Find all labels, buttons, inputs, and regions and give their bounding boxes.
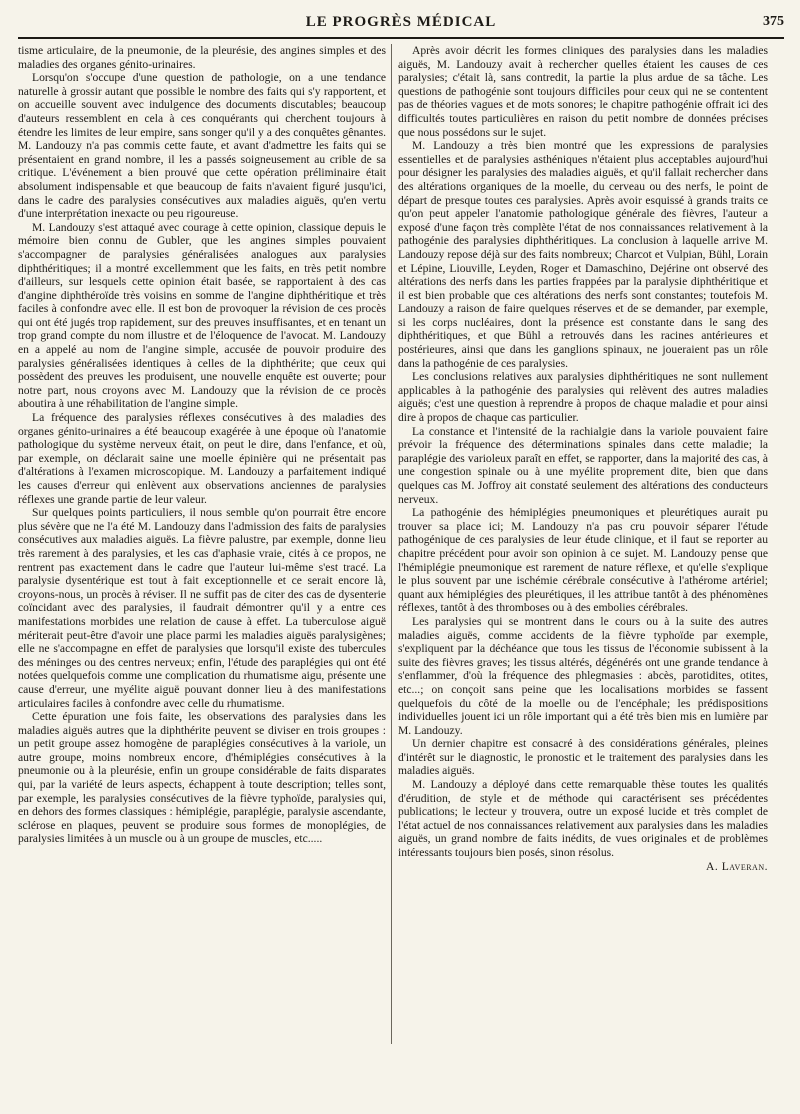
paragraph: Les paralysies qui se montrent dans le cours ou à la suite des autres maladies aiguës, comme accidents de la fièvre typhoïde par exemple, s'expliquent par la déchéance que tous les tissus de l'économie subissent à la suite des fièvres graves; les tissus altérés, dégénérés ont une grande tendance à s'enflammer, d'où la fréquence des phlegmasies : abcès, parotidites, otites, etc...; on conçoit sans peine que les localisations morbides se fassent quelquefois du côté de la moelle ou de l'encéphale; les prédispositions individuelles jouent ici un rôle important qui a été très bien mis en lumière par M. Landouzy.: [398, 614, 768, 737]
paragraph: Les conclusions relatives aux paralysies diphthéritiques ne sont nullement applicables à la pathogénie des paralysies qui relèvent des autres maladies aiguës; c'est une question à reprendre à propos de chaque maladie et pour ainsi dire à propos de chaque cas particulier.: [398, 370, 768, 425]
paragraph: La pathogénie des hémiplégies pneumoniques et pleurétiques aurait pu trouver sa place ici; M. Landouzy n'a pas cru pouvoir séparer l'étude pathogénique de ces paralysies de leur étude clinique, et il faut se reporter au chapitre précédent pour avoir son opinion à ce sujet. M. Landouzy pense que l'hémiplégie pneumonique est rarement de nature réflexe, et qu'elle s'explique le plus souvent par une ischémie cérébrale consécutive à l'athérome artériel; quant aux hémiplégies des pleurétiques, il les attribue tantôt à des phénomènes réflexes, tantôt à des thromboses ou à des embolies cérébrales.: [398, 506, 768, 615]
paragraph: tisme articulaire, de la pneumonie, de la pleurésie, des angines simples et des maladies des organes génito-urinaires.: [18, 44, 386, 71]
paragraph: M. Landouzy a déployé dans cette remarquable thèse toutes les qualités d'érudition, de style et de méthode qui caractérisent ses précédentes publications; le lecteur y trouvera, outre un exposé lucide et très complet de l'état actuel de nos connaissances relativement aux paralysies dans les maladies aiguës, un grand nombre de faits inédits, de vues originales et de problèmes intéressants toujours bien posés, sinon résolus.: [398, 778, 768, 860]
page-header: [18, 14, 784, 36]
paragraph: La constance et l'intensité de la rachialgie dans la variole pouvaient faire prévoir la fréquence des déterminations spinales dans cette maladie; la paraplégie des varioleux paraît en effet, se rapporter, dans la majorité des cas, à une congestion spinale ou à une myélite proprement dite, bien que dans quelques cas M. Joffroy ait constaté seulement des altérations des conducteurs nerveux.: [398, 424, 768, 506]
paragraph: Cette épuration une fois faite, les observations des paralysies dans les maladies aiguës autres que la diphthérite peuvent se diviser en trois groupes : un petit groupe assez homogène de paraplégies consécutives à la variole, un autre groupe, moins nombreux encore, d'hémiplégies consécutives à la pneumonie ou à la pleurésie, enfin un groupe considérable de faits disparates qui, par la variété de leurs aspects, échappent à toute description; telles sont, par exemple, les paralysies consécutives de la fièvre typhoïde, paralysies qui, en dehors des formes classiques : hémiplégie, paraplégie, paralysie ascendante, sclérose en plaques, peuvent se produire sous formes de monoplégies, de paralysies limitées à un muscle ou à un groupe de muscles, etc.....: [18, 710, 386, 846]
header-rule: [18, 37, 784, 39]
paragraph: Sur quelques points particuliers, il nous semble qu'on pourrait être encore plus sévère que ne l'a été M. Landouzy dans l'admission des faits de paralysies consécutives aux maladies aiguës. La fièvre palustre, par exemple, donne lieu très rarement à des paralysies, et les cas d'aphasie vraie, cités à ce propos, ne rentrent pas exactement dans le cadre que l'auteur lui-même s'est tracé. La paralysie dysentérique est tout à fait exceptionnelle et ce serait encore là, croyons-nous, un procès à réviser. Il ne suffit pas de citer des cas de dysenterie coïncidant avec des paralysies, il faudrait démontrer qu'il y a entre ces manifestations morbides une relation de cause à effet. La tuberculose aiguë mériterait peut-être d'avoir une place parmi les maladies aiguës paralysigènes; elle ne s'accompagne en effet de paralysies que lorsqu'il existe des tubercules des méninges ou des centres nerveux; enfin, l'étude des paraplégies qui ont été notées quelquefois comme une complication du rhumatisme aigu, présente une cause d'erreur, une myélite aiguë pouvant donner lieu à des manifestations articulaires faciles à confondre avec celle du rhumatisme.: [18, 506, 386, 710]
right-column: [398, 44, 768, 1094]
column-divider: [391, 44, 392, 1044]
author-signature: A. Laveran.: [706, 859, 768, 873]
paragraph: La fréquence des paralysies réflexes consécutives à des maladies des organes génito-urinaires a été beaucoup exagérée à une époque où l'anatomie pathologique du système nerveux était, on peut le dire, dans l'enfance, et où, par exemple, on déclarait saine une moelle épinière qui ne présentait pas d'altérations à l'examen microscopique. M. Landouzy a parfaitement indiqué les causes d'erreur qui enlèvent aux observations anciennes de paralysies réflexes une grande partie de leur valeur.: [18, 411, 386, 506]
page-number: 375: [763, 14, 784, 29]
left-column: [18, 44, 386, 1094]
paragraph: Après avoir décrit les formes cliniques des paralysies dans les maladies aiguës, M. Landouzy avait à rechercher quelles étaient les causes de ces paralysies; c'était là, sans contredit, la partie la plus ardue de sa tâche. Les questions de pathogénie sont toujours difficiles pour ceux qui ne se contentent pas de théories vagues et de mots sonores; le chapitre pathogénie offrait ici des difficultés toutes particulières en raison du petit nombre de données précises que nous possédons sur le sujet.: [398, 44, 768, 139]
paragraph: M. Landouzy a très bien montré que les expressions de paralysies essentielles et de paralysies asthéniques n'étaient plus acceptables aujourd'hui pour désigner les paralysies des maladies aiguës, et qu'il fallait rechercher dans des altérations organiques de la moelle, du cerveau ou des nerfs, le point de départ de presque toutes ces paralysies. Après avoir esquissé à grands traits ce qu'on peut appeler l'anatomie pathologique générale des fièvres, l'auteur a exposé d'une façon très complète l'état de nos connaissances relativement à la pathogénie des paralysies diphthéritiques. La conclusion à laquelle arrive M. Landouzy repose déjà sur des faits nombreux; Charcot et Vulpian, Bühl, Lorain et Lépine, Liouville, Leyden, Roger et Damaschino, Dejérine ont observé des altérations des nerfs dans les parties frappées par la paralysie diphthéritique et il est bien probable que ces altérations des nerfs sont constantes; toutefois M. Landouzy a raison de faire quelques réserves et de se demander, par exemple, si les corps nucléaires, dont la présence est constante dans le sang des diphthéritiques, et que Bühl a retrouvés dans les racines antérieures et postérieures, ainsi que dans les ganglions spinaux, ne joueraient pas un rôle dans la pathogénie de ces paralysies.: [398, 139, 768, 370]
paragraph: M. Landouzy s'est attaqué avec courage à cette opinion, classique depuis le mémoire bien connu de Gubler, que les angines simples pouvaient s'accompagner de paralysies généralisées analogues aux paralysies diphthéritiques; il a montré excellemment que les faits, en très petit nombre d'ailleurs, sur lesquels cette opinion était basée, se rapportaient à des cas d'angine diphthéroïde très voisins en somme de l'angine diphthéritique et très faciles à confondre avec elle. Il est bon de provoquer la révision de ces procès qui ont été jugés trop rapidement, sur des preuves insuffisantes, et en tenant un trop grand compte du nom illustre et de l'éloquence de l'avocat. M. Landouzy en a appelé au nom de l'angine simple, accusée de pouvoir produire des paralysies généralisées identiques à celles de la diphthérite; que ceux qui possèdent des preuves les produisent, une nouvelle enquête est ouverte; pour notre part, nous croyons avec M. Landouzy que la révision de ce procès aboutira à une réhabilitation de l'angine simple.: [18, 220, 386, 411]
paragraph: Un dernier chapitre est consacré à des considérations générales, pleines d'intérêt sur le diagnostic, le pronostic et le traitement des paralysies dans les maladies aiguës.: [398, 737, 768, 778]
journal-title: LE PROGRÈS MÉDICAL: [305, 14, 497, 30]
paragraph: Lorsqu'on s'occupe d'une question de pathologie, on a une tendance naturelle à grossir autant que possible le nombre des faits qui s'y rapportent, et on accueille souvent avec indulgence des documents discutables; beaucoup d'auteurs ressemblent en cela à ces conquérants qui cherchent toujours à étendre les limites de leur empire, sans songer qu'il y a des conquêtes gênantes. M. Landouzy n'a pas commis cette faute, et avant d'admettre les faits qui se présentaient en grand nombre, il les a passés soigneusement au crible de sa critique. L'événement a bien prouvé que cette opération préliminaire était absolument indispensable et que beaucoup de faits n'avaient figuré jusqu'ici, dans le cadre des paralysies consécutives aux maladies aiguës, qu'en vertu d'une interprétation inexacte ou peu rigoureuse.: [18, 71, 386, 221]
